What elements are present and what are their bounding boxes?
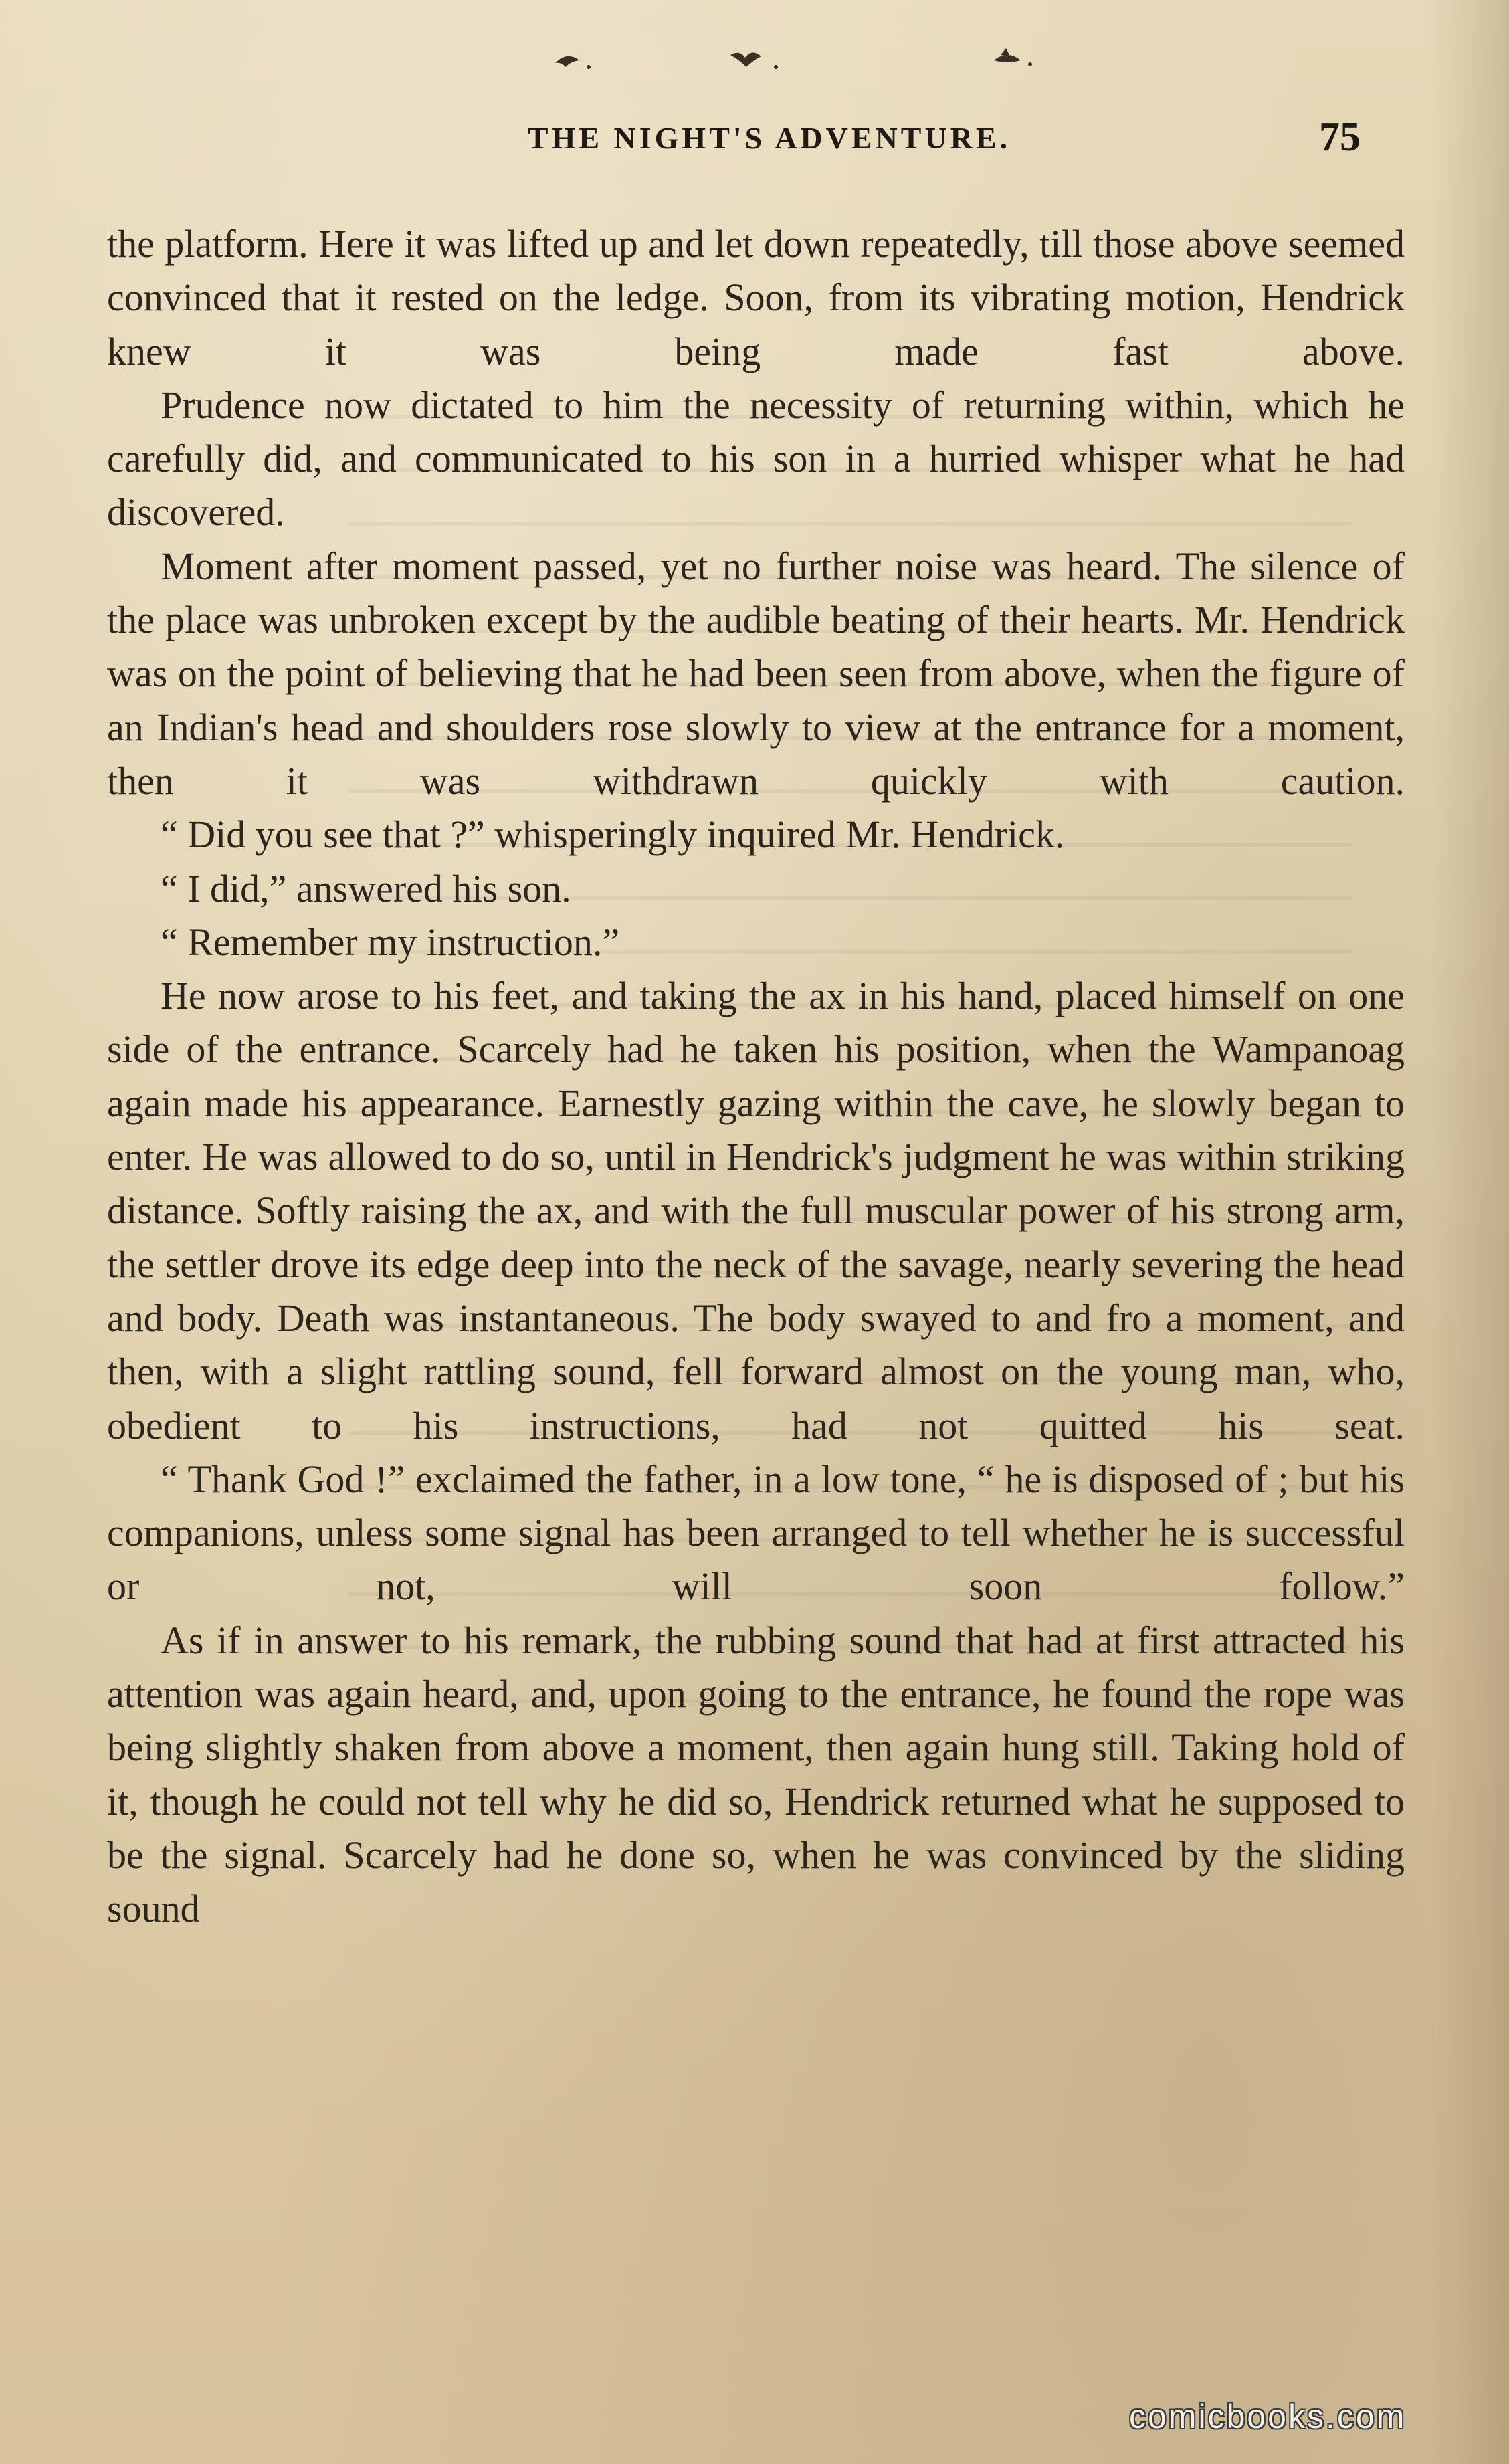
- paragraph: “ Remember my instruction.”: [161, 920, 620, 964]
- paragraph: As if in answer to his remark, the rubbing sound that had at first attracted his attention was again heard, and, upon going to the entrance, he found the rope was being slightly shaken from above a moment, then again hung still. Taking hold of it, though he could not tell why he did so, Hendrick returned what he supposed to be the signal. Scarcely had he done so, when he was convinced by the sliding sound: [107, 1618, 1405, 1931]
- body-text: [107, 217, 1405, 1936]
- paragraph: He now arose to his feet, and taking the ax in his hand, placed himself on one side of the entrance. Scarcely had he taken his position, when the Wampanoag again made his appearance. Earnestly gazing within the cave, he slowly began to enter. He was allowed to do so, until in Hendrick's judgment he was within striking distance. Softly raising the ax, and with the full muscular power of his strong arm, the settler drove its edge deep into the neck of the savage, nearly severing the head and body. Death was instantaneous. The body swayed to and fro a moment, and then, with a slight rattling sound, fell forward almost on the young man, who, obedient to his instructions, had not quitted his seat.: [107, 974, 1405, 1447]
- paragraph: Moment after moment passed, yet no further noise was heard. The silence of the place was unbroken except by the audible beating of their hearts. Mr. Hendrick was on the point of believing that he had been seen from above, when the figure of an Indian's head and shoulders rose slowly to view at the entrance for a moment, then it was withdrawn quickly with caution.: [107, 544, 1405, 803]
- decorative-ornament: [0, 40, 1509, 80]
- site-watermark: comicbooks.com: [1129, 2398, 1407, 2435]
- paragraph: “ Did you see that ?” whisperingly inquired Mr. Hendrick.: [161, 813, 1065, 857]
- ornament-right-flourish: [994, 48, 1021, 62]
- paragraph: Prudence now dictated to him the necessity of returning within, which he carefully did, and communicated to his son in a hurried whisper what he had discovered.: [107, 383, 1405, 534]
- paragraph: “ I did,” answered his son.: [161, 866, 571, 910]
- paragraph: “ Thank God !” exclaimed the father, in a low tone, “ he is disposed of ; but his companions, unless some signal has been arranged to tell whether he is successful or not, will soon follow.”: [107, 1457, 1405, 1609]
- paragraph: the platform. Here it was lifted up and let down repeatedly, till those above seemed convinced that it rested on the ledge. Soon, from its vibrating motion, Hendrick knew it was being made fast above.: [107, 222, 1405, 373]
- running-title: THE NIGHT'S ADVENTURE.: [527, 121, 1011, 155]
- ornament-left-flourish: [555, 56, 579, 67]
- page-edge-shadow: [1429, 0, 1509, 2464]
- ornament-center-flourish: [730, 52, 761, 67]
- page-number: 75: [1319, 114, 1361, 160]
